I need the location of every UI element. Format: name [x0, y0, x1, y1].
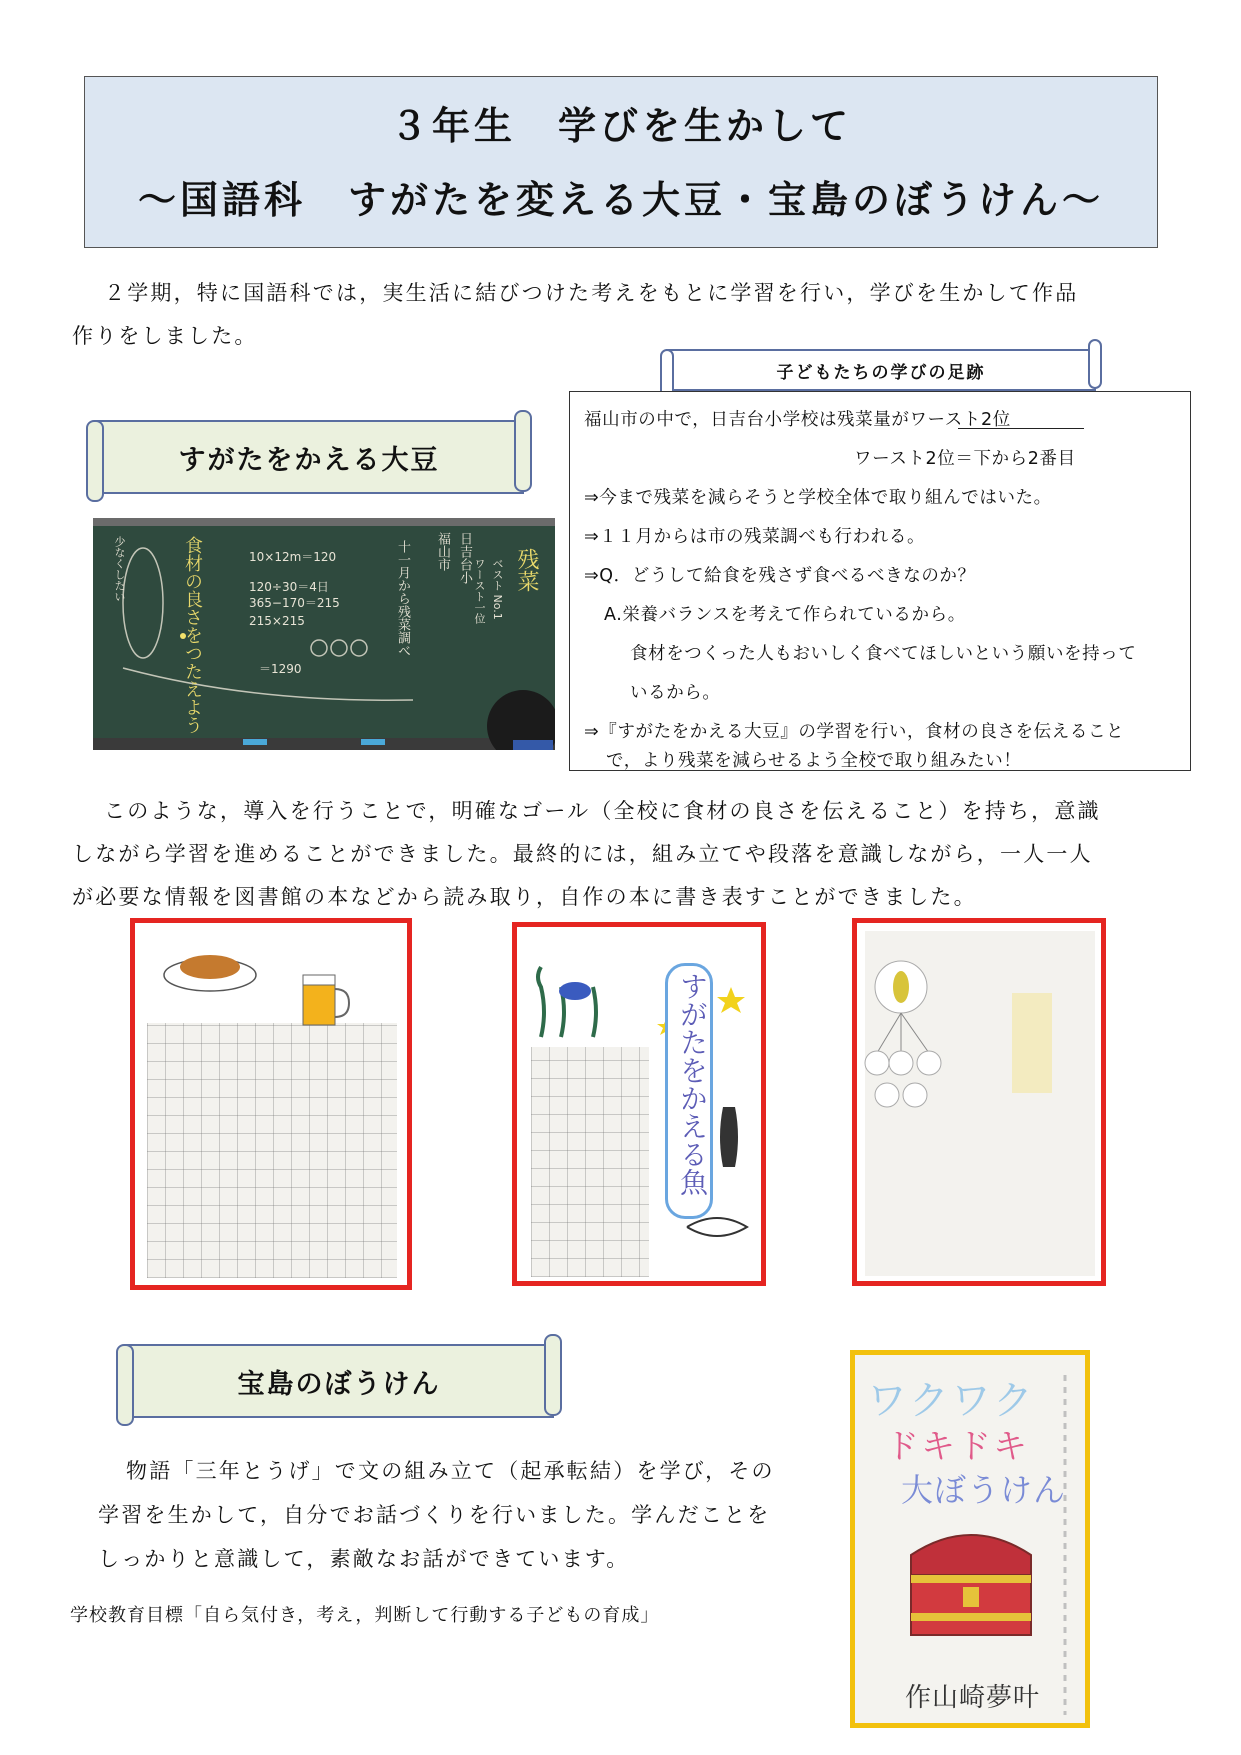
footprint-row: いるから。: [630, 683, 721, 703]
page-title: ３年生 学びを生かして: [389, 104, 852, 148]
footprint-row: ⇒『すがたをかえる大豆』の学習を行い，食材の良さを伝えること: [584, 722, 1125, 742]
intro-line-1: ２学期，特に国語科では，実生活に結びつけた考えをもとに学習を行い，学びを生かして作品: [104, 281, 1079, 305]
section-banner-takarajima: [124, 1344, 554, 1418]
chalk-text: ＝1290: [259, 662, 302, 676]
footprint-row: 福山市の中で，日吉台小学校は残菜量がワースト2位: [584, 410, 1011, 430]
body-line-2: しながら学習を進めることができました。最終的には，組み立てや段落を意識しながら，一人一人: [72, 842, 1093, 866]
school-goal: 学校教育目標「自ら気付き，考え，判断して行動する子どもの育成」: [70, 1605, 660, 1626]
chalk-text: 120÷30＝4日: [249, 580, 329, 594]
blackboard-photo: [93, 518, 555, 750]
student-work-photo-1: [130, 918, 412, 1290]
student-work-photo-2: [512, 922, 766, 1286]
story-line-1: 物語「三年とうげ」で文の組み立て（起承転結）を学び，その: [126, 1459, 775, 1483]
section-title: 宝島のぼうけん: [237, 1368, 441, 1400]
footprint-box: [569, 391, 1191, 771]
book-cover-title-1: ワクワク: [867, 1378, 1035, 1424]
book-cover-title-3: 大ぼうけん: [901, 1471, 1067, 1509]
book-title: すがたをかえる魚: [676, 972, 709, 1196]
body-line-3: が必要な情報を図書館の本などから読み取り，自作の本に書き表すことができました。: [72, 885, 977, 909]
food-drawing: [135, 923, 407, 1285]
story-book-photo: [850, 1350, 1090, 1728]
book-cover-title-2: ドキドキ: [885, 1427, 1029, 1467]
footprint-row: 食材をつくった人もおいしく食べてほしいという願いを持って: [630, 644, 1137, 664]
intro-line-2: 作りをしました。: [72, 324, 258, 348]
student-work-photo-3: [852, 918, 1106, 1286]
chalk-text: 福山市: [435, 532, 450, 571]
title-box: [84, 76, 1158, 248]
chalk-text: 日吉台小: [457, 532, 472, 584]
page-subtitle: ～国語科 すがたを変える大豆・宝島のぼうけん～: [137, 178, 1104, 222]
story-line-3: しっかりと意識して，素敵なお話ができています。: [98, 1547, 630, 1571]
chalk-text: 十一月から残菜調べ: [395, 540, 410, 657]
corn-drawing: [857, 923, 1101, 1281]
underline: [958, 428, 1084, 429]
book-title-frame: [665, 963, 713, 1219]
chalk-text: ベスト No.1: [491, 558, 504, 620]
section-title: すがたをかえる大豆: [178, 444, 440, 476]
story-line-2: 学習を生かして，自分でお話づくりを行いました。学んだことを: [98, 1503, 771, 1527]
chalk-text: 365−170＝215: [249, 596, 340, 610]
footprint-row: で，より残菜を減らせるよう全校で取り組みたい！: [606, 751, 1022, 771]
chalk-text: 少なくしたい: [113, 536, 126, 602]
footprint-row: A.栄養バランスを考えて作られているから。: [604, 605, 966, 625]
body-line-1: このような，導入を行うことで，明確なゴール（全校に食材の良さを伝えること）を持ち，意識: [104, 799, 1101, 823]
chalk-text: 残菜: [514, 548, 539, 592]
footprint-row: ワースト2位＝下から2番目: [854, 449, 1076, 469]
chalk-text: ワースト一位: [473, 558, 486, 624]
footprint-row: ⇒Q．どうして給食を残さず食べるべきなのか？: [584, 566, 976, 586]
sea-drawing: [517, 927, 761, 1281]
book-author: 作山崎夢叶: [905, 1683, 1041, 1713]
section-banner-daizu: [94, 420, 524, 494]
treasure-chest-drawing: [855, 1355, 1085, 1723]
footprint-banner: [666, 349, 1096, 391]
chalk-text: 食材の良さをつたえよう: [182, 536, 203, 734]
chalk-text: 215×215: [249, 614, 305, 628]
footprint-row: ⇒今まで残菜を減らそうと学校全体で取り組んではいた。: [584, 488, 1052, 508]
footprint-title: 子どもたちの学びの足跡: [776, 362, 986, 383]
footprint-row: ⇒１１月からは市の残菜調べも行われる。: [584, 527, 926, 547]
chalk-text: 10×12m＝120: [249, 550, 337, 564]
